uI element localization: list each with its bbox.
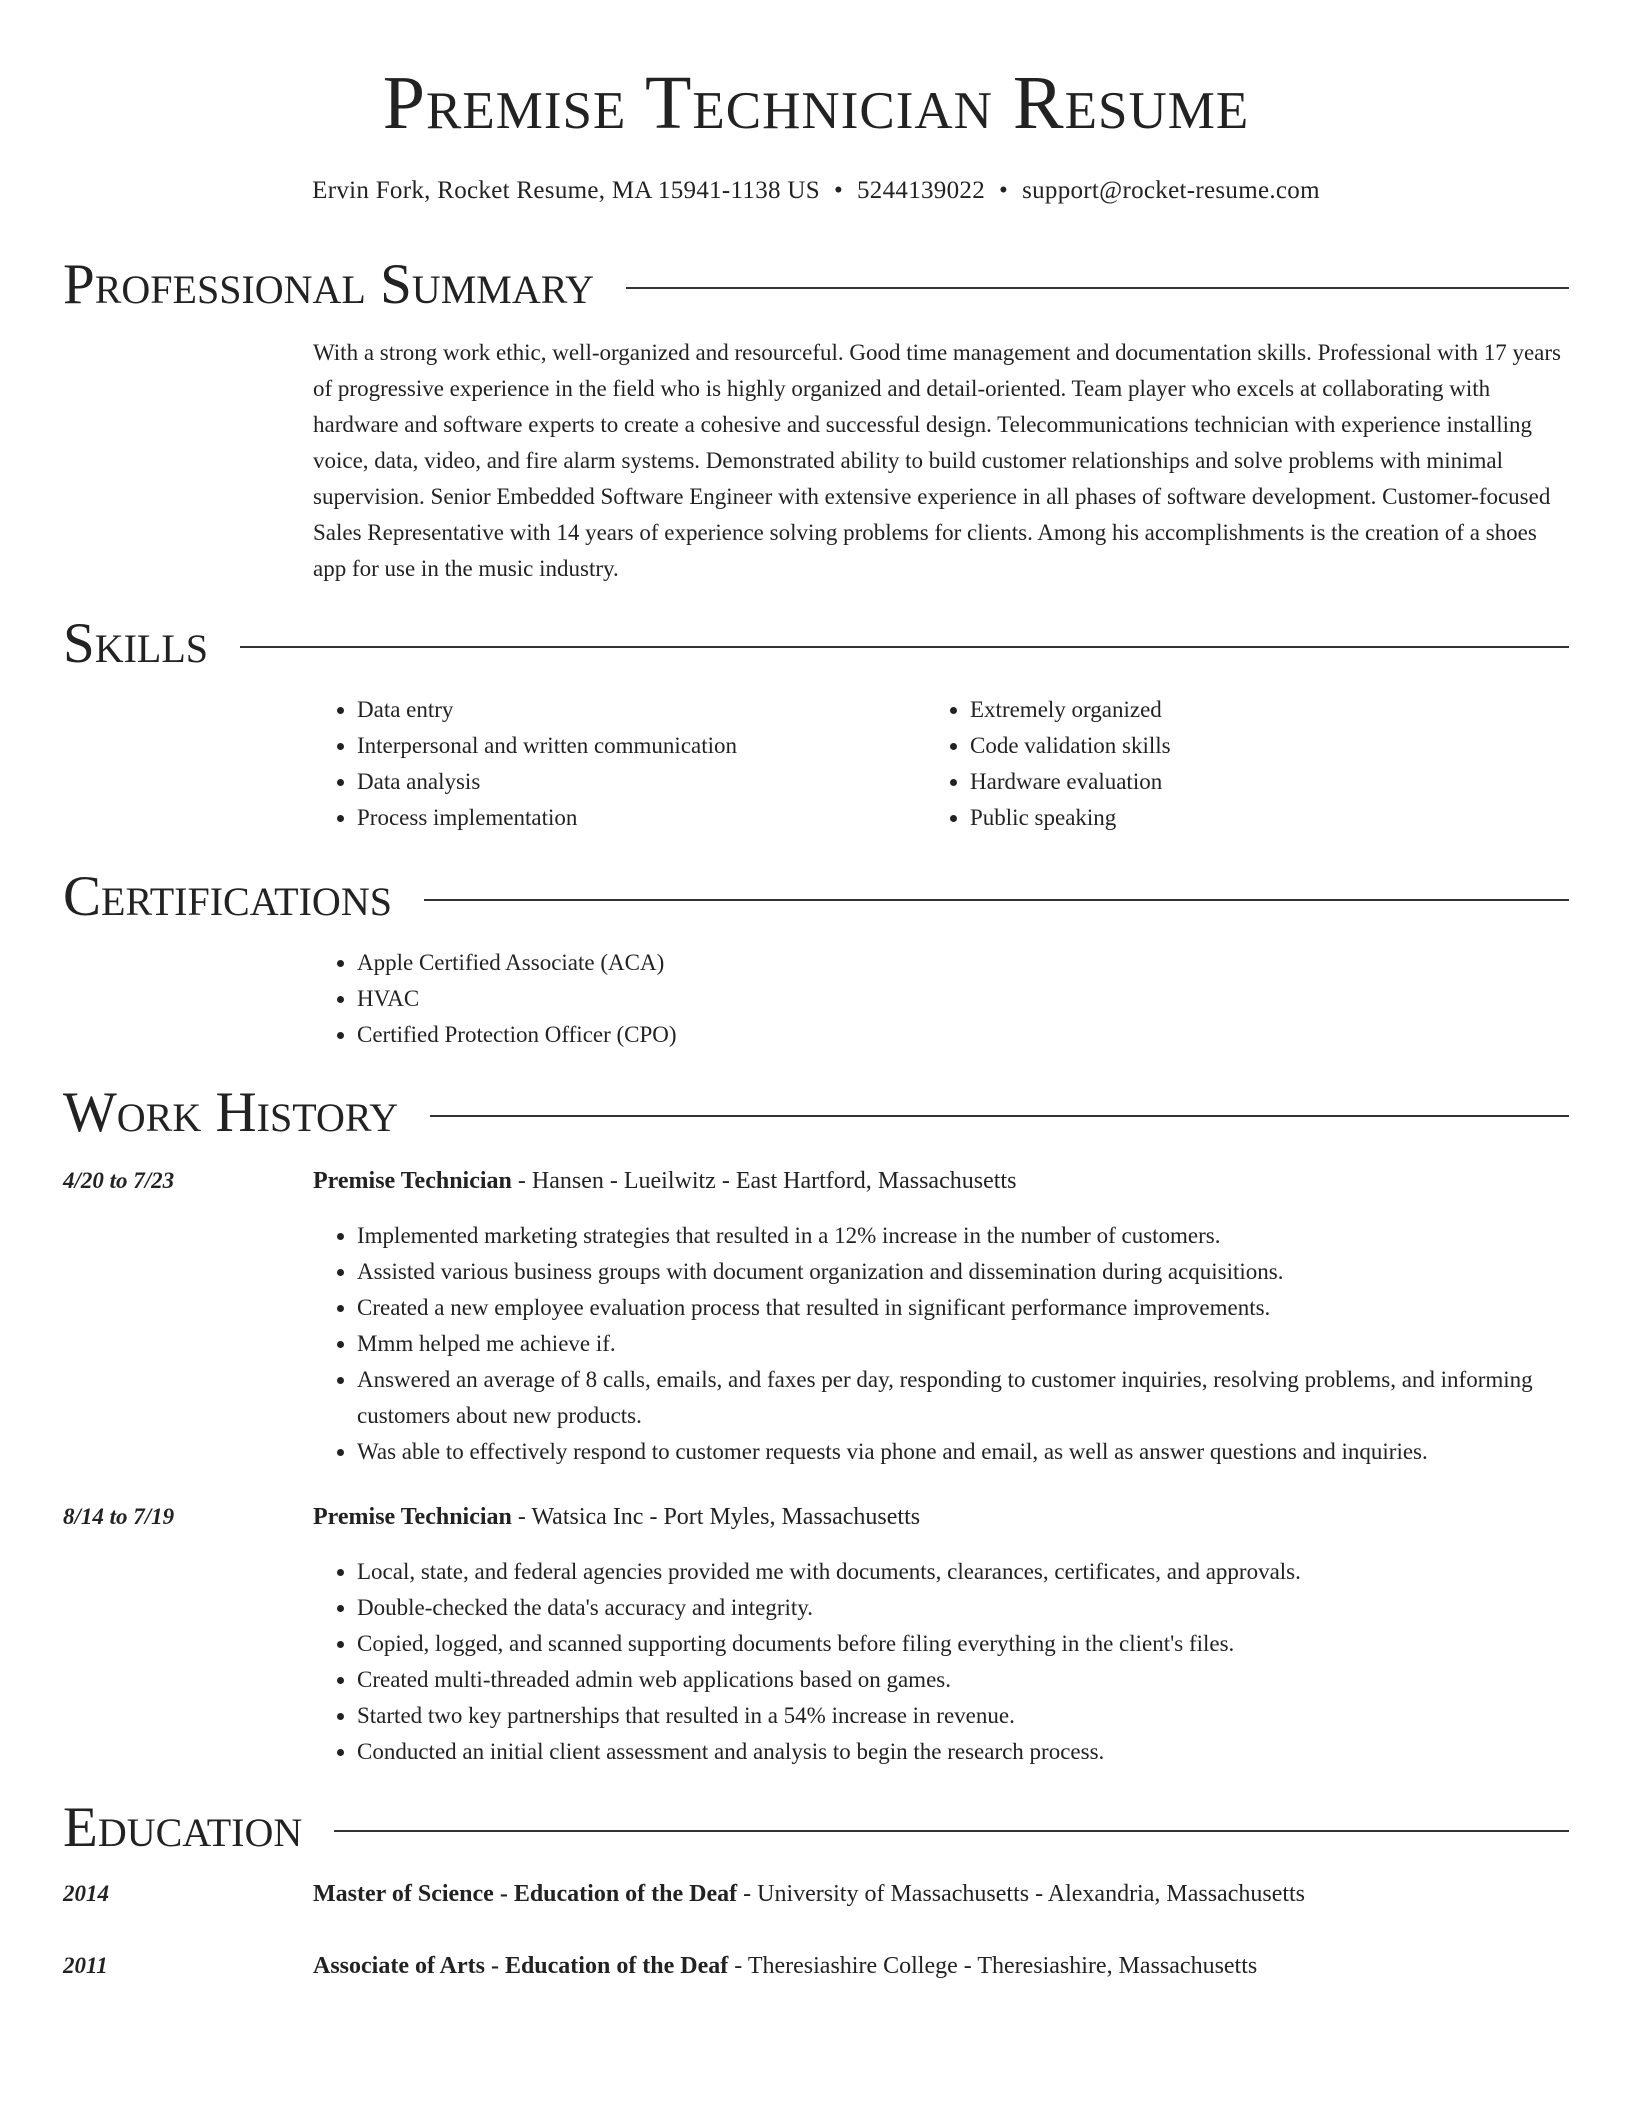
- section-title: Professional Summary: [63, 253, 595, 316]
- summary-text: With a strong work ethic, well-organized and resourceful. Good time management and documentation skills. Professional with 17 years of progressive experience in the field who is highly organized and detail-oriented. Team player who excels at collaborating with hardware and software experts to create a cohesive and successful design. Telecommunications technician with experience installing voice, data, video, and fire alarm systems. Demonstrated ability to build customer relationships and solve problems with minimal supervision. Senior Embedded Software Engineer with extensive experience in all phases of software development. Customer-focused Sales Representative with 14 years of experience solving problems for clients. Among his accomplishments is the creation of a shoes app for use in the music industry.: [313, 340, 1561, 581]
- education-year: 2011: [63, 1953, 108, 1978]
- job-title: Premise Technician: [313, 1504, 512, 1530]
- section-divider: [334, 1830, 1569, 1832]
- job-bullet: • Created a new employee evaluation process that resulted in significant performance improvements.: [357, 1290, 1569, 1326]
- skill-item: • Code validation skills: [970, 728, 1539, 764]
- job-dates: 8/14 to 7/19: [63, 1504, 175, 1529]
- skill-item: • Data analysis: [357, 764, 926, 800]
- certification-item: • HVAC: [357, 981, 1569, 1017]
- contact-email: support@rocket-resume.com: [1022, 177, 1320, 204]
- job-bullet: • Conducted an initial client assessment and analysis to begin the research process.: [357, 1734, 1569, 1770]
- skill-item: • Process implementation: [357, 800, 926, 836]
- certification-item: • Certified Protection Officer (CPO): [357, 1017, 1569, 1053]
- job-bullet: • Started two key partnerships that resulted in a 54% increase in revenue.: [357, 1698, 1569, 1734]
- job-bullet: • Assisted various business groups with document organization and dissemination during acquisitions.: [357, 1254, 1569, 1290]
- resume-title: Premise Technician Resume: [382, 61, 1250, 145]
- contact-line: [0, 174, 1632, 208]
- job-bullet: • Implemented marketing strategies that resulted in a 12% increase in the number of customers.: [357, 1218, 1569, 1254]
- job-bullet: • Copied, logged, and scanned supporting documents before filing everything in the client's files.: [357, 1626, 1569, 1662]
- skill-item: • Hardware evaluation: [970, 764, 1539, 800]
- contact-address: Ervin Fork, Rocket Resume, MA 15941-1138 US: [312, 177, 820, 204]
- job-bullets: [313, 1218, 1569, 1470]
- skill-item: • Extremely organized: [970, 692, 1539, 728]
- job-bullet: • Local, state, and federal agencies provided me with documents, clearances, certificates, and approvals.: [357, 1554, 1569, 1590]
- skill-item: • Interpersonal and written communication: [357, 728, 926, 764]
- certifications-list: [313, 945, 1569, 1053]
- job-heading: [313, 1164, 1569, 1198]
- skills-column-left: [313, 692, 926, 836]
- contact-phone: 5244139022: [857, 177, 985, 204]
- section-header-skills: [63, 609, 1569, 679]
- education-degree: Master of Science - Education of the Deaf: [313, 1881, 738, 1907]
- education-year: 2014: [63, 1881, 109, 1906]
- section-title: Work History: [63, 1081, 399, 1144]
- skill-item: • Public speaking: [970, 800, 1539, 836]
- section-header-work-history: [63, 1078, 1569, 1148]
- job-dates: 4/20 to 7/23: [63, 1168, 175, 1193]
- skill-item: • Data entry: [357, 692, 926, 728]
- skills-column-right: [926, 692, 1539, 836]
- job-bullets: [313, 1554, 1569, 1770]
- section-divider: [424, 899, 1569, 901]
- section-divider: [240, 646, 1569, 648]
- section-header-education: [63, 1793, 1569, 1863]
- education-school: - University of Massachusetts - Alexandria, Massachusetts: [737, 1881, 1306, 1907]
- education-school: - Theresiashire College - Theresiashire, Massachusetts: [728, 1953, 1258, 1979]
- section-divider: [626, 287, 1569, 289]
- certification-item: • Apple Certified Associate (ACA): [357, 945, 1569, 981]
- job-heading: [313, 1500, 1569, 1534]
- education-entry: [313, 1949, 1569, 1983]
- section-title: Education: [63, 1796, 303, 1859]
- section-header-certifications: [63, 862, 1569, 932]
- section-title: Certifications: [63, 865, 392, 928]
- job-title: Premise Technician: [313, 1168, 512, 1194]
- contact-separator: •: [833, 177, 843, 204]
- job-bullet: • Mmm helped me achieve if.: [357, 1326, 1569, 1362]
- section-title: Skills: [63, 612, 209, 675]
- education-entry: [313, 1877, 1569, 1911]
- job-employer: - Watsica Inc - Port Myles, Massachusetts: [511, 1504, 921, 1530]
- section-header-summary: [63, 250, 1569, 320]
- job-bullet: • Double-checked the data's accuracy and integrity.: [357, 1590, 1569, 1626]
- job-bullet: • Created multi-threaded admin web applications based on games.: [357, 1662, 1569, 1698]
- summary-block: [313, 335, 1569, 587]
- skills-list: [313, 692, 1569, 836]
- job-bullet: • Was able to effectively respond to customer requests via phone and email, as well as answer questions and inquiries.: [357, 1434, 1569, 1470]
- education-degree: Associate of Arts - Education of the Deaf: [313, 1953, 729, 1979]
- job-employer: - Hansen - Lueilwitz - East Hartford, Massachusetts: [511, 1168, 1017, 1194]
- contact-separator: •: [999, 177, 1009, 204]
- job-bullet: • Answered an average of 8 calls, emails, and faxes per day, responding to customer inquiries, resolving problems, and informing customers about new products.: [357, 1362, 1569, 1434]
- section-divider: [430, 1115, 1569, 1117]
